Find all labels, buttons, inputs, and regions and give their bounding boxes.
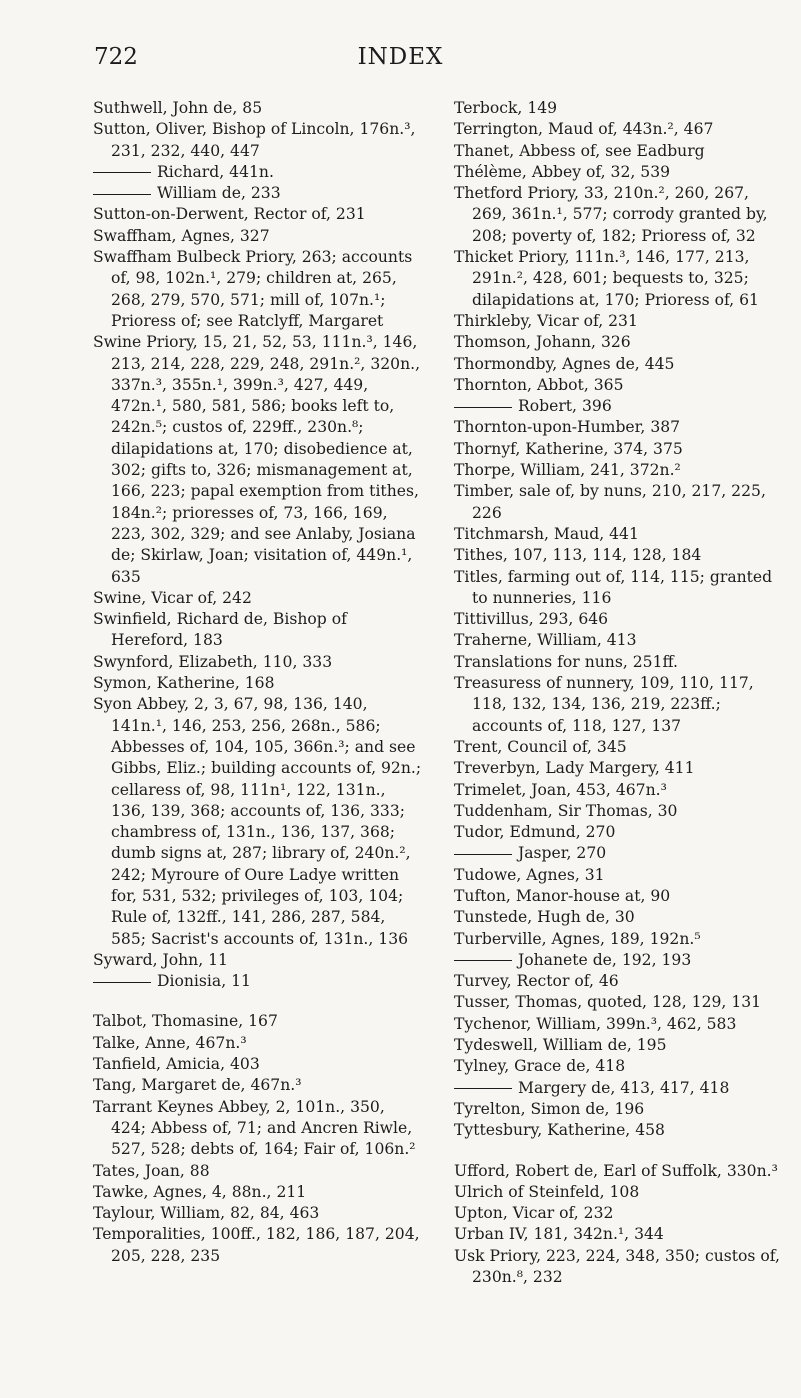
index-entry: Titles, farming out of, 114, 115; granted to nunneries, 116 xyxy=(454,567,773,607)
index-entry: Swaffham Bulbeck Priory, 263; accounts of, 98, 102n.¹, 279; children at, 265, 268, 279, 570, 571; mill of, 107n.¹; Prioress of; see Ratclyff, Margaret xyxy=(93,248,413,330)
index-entry: Symon, Katherine, 168 xyxy=(93,674,275,693)
index-entry: Translations for nuns, 251ff. xyxy=(454,652,678,671)
index-subentry: Richard, 441n. xyxy=(93,162,423,183)
index-entry: Swine Priory, 15, 21, 52, 53, 111n.³, 146, 213, 214, 228, 229, 248, 291n.², 320n., 337n.³, 355n.¹, 399n.³, 427, 449, 472n.¹, 580, 581, 586; books left to, 242n.⁵; custos of, 229ff., 230n.⁸; dilapidations at, 170; disobedience at, 302; gifts to, 326; mismanagement at, 166, 223; papal exemption from tithes, 184n.²; prioresses of, 73, 166, 169, 223, 302, 329; and see Anlaby, Josiana de; Skirlaw, Joan; visitation of, 449n.¹, 635 xyxy=(93,333,421,586)
index-entry: Thormondby, Agnes de, 445 xyxy=(454,354,675,373)
index-entry: Tang, Margaret de, 467n.³ xyxy=(93,1076,302,1095)
index-entry: Tithes, 107, 113, 114, 128, 184 xyxy=(454,546,702,565)
index-subentry: Margery de, 413, 417, 418 xyxy=(454,1078,784,1099)
index-entry: Swinfield, Richard de, Bishop of Hereford, 183 xyxy=(93,610,347,650)
repeat-dash xyxy=(93,194,151,195)
index-entry: Titchmarsh, Maud, 441 xyxy=(454,524,639,543)
index-subentry: Jasper, 270 xyxy=(454,843,784,864)
index-subentry: Robert, 396 xyxy=(454,396,784,417)
index-subentry: Johanete de, 192, 193 xyxy=(454,950,784,971)
index-subentry: William de, 233 xyxy=(93,183,423,204)
index-entry: Terrington, Maud of, 443n.², 467 xyxy=(454,120,714,139)
index-entry: Ulrich of Steinfeld, 108 xyxy=(454,1182,640,1201)
index-entry: Tates, Joan, 88 xyxy=(93,1161,210,1180)
repeat-dash xyxy=(93,172,151,173)
repeat-dash xyxy=(454,854,512,855)
index-entry: Thomson, Johann, 326 xyxy=(454,333,631,352)
index-entry: Suthwell, John de, 85 xyxy=(93,99,263,117)
page-title: INDEX xyxy=(357,44,444,70)
index-entry: Swine, Vicar of, 242 xyxy=(93,588,252,607)
index-entry: Tudowe, Agnes, 31 xyxy=(454,865,605,884)
index-entry: Thornyf, Katherine, 374, 375 xyxy=(454,439,683,458)
page-header xyxy=(0,44,801,74)
index-entry: Thornton-upon-Humber, 387 xyxy=(454,418,681,437)
index-subentry: Dionisia, 11 xyxy=(93,971,423,992)
index-entry: Tudor, Edmund, 270 xyxy=(454,823,616,842)
index-entry: Talke, Anne, 467n.³ xyxy=(93,1033,247,1052)
index-entry: Thanet, Abbess of, see Eadburg xyxy=(454,141,705,160)
index-entry: Taylour, William, 82, 84, 463 xyxy=(93,1204,320,1223)
index-entry: Tarrant Keynes Abbey, 2, 101n., 350, 424; Abbess of, 71; and Ancren Riwle, 527, 528; debts of, 164; Fair of, 106n.² xyxy=(93,1097,416,1159)
index-entry: Thorpe, William, 241, 372n.² xyxy=(454,461,681,480)
index-entry: Tittivillus, 293, 646 xyxy=(454,610,609,629)
index-entry: Treverbyn, Lady Margery, 411 xyxy=(454,759,695,778)
index-entry: Usk Priory, 223, 224, 348, 350; custos of, 230n.⁸, 232 xyxy=(454,1246,780,1287)
index-entry: Tyttesbury, Katherine, 458 xyxy=(454,1121,665,1140)
index-entry: Timber, sale of, by nuns, 210, 217, 225, 226 xyxy=(454,482,766,522)
repeat-dash xyxy=(454,1088,512,1089)
index-entry: Tanfield, Amicia, 403 xyxy=(93,1055,260,1074)
index-entry: Tunstede, Hugh de, 30 xyxy=(454,908,635,927)
index-entry: Tawke, Agnes, 4, 88n., 211 xyxy=(93,1182,307,1201)
page-number: 722 xyxy=(94,44,138,70)
index-entry: Syward, John, 11 xyxy=(93,950,228,969)
index-entry: Tusser, Thomas, quoted, 128, 129, 131 xyxy=(454,993,762,1012)
index-entry: Terbock, 149 xyxy=(454,99,558,117)
index-entry: Thornton, Abbot, 365 xyxy=(454,375,624,394)
index-entry: Upton, Vicar of, 232 xyxy=(454,1204,614,1223)
index-entry: Tydeswell, William de, 195 xyxy=(454,1036,667,1055)
index-entry: Trent, Council of, 345 xyxy=(454,737,627,756)
index-entry: Tylney, Grace de, 418 xyxy=(454,1057,626,1076)
index-entry: Swynford, Elizabeth, 110, 333 xyxy=(93,652,333,671)
index-entry: Talbot, Thomasine, 167 xyxy=(93,1012,278,1031)
index-entry: Swaffham, Agnes, 327 xyxy=(93,226,270,245)
index-entry: Tufton, Manor-house at, 90 xyxy=(454,886,671,905)
index-entry: Treasuress of nunnery, 109, 110, 117, 118, 132, 134, 136, 219, 223ff.; accounts of, 118, 127, 137 xyxy=(454,674,754,735)
index-entry: Urban IV, 181, 342n.¹, 344 xyxy=(454,1225,664,1244)
index-entry: Sutton-on-Derwent, Rector of, 231 xyxy=(93,205,366,224)
index-entry: Tychenor, William, 399n.³, 462, 583 xyxy=(454,1014,737,1033)
index-entry: Temporalities, 100ff., 182, 186, 187, 204, 205, 228, 235 xyxy=(93,1225,420,1265)
index-entry: Trimelet, Joan, 453, 467n.³ xyxy=(454,780,667,799)
repeat-dash xyxy=(454,960,512,961)
left-index-column xyxy=(93,98,423,1267)
index-entry: Traherne, William, 413 xyxy=(454,631,637,650)
index-entry: Tuddenham, Sir Thomas, 30 xyxy=(454,801,678,820)
index-entry: Turvey, Rector of, 46 xyxy=(454,972,619,991)
index-entry: Thicket Priory, 111n.³, 146, 177, 213, 291n.², 428, 601; bequests to, 325; dilapidations at, 170; Prioress of, 61 xyxy=(454,248,759,309)
letter-gap xyxy=(454,1142,784,1161)
right-index-column xyxy=(454,98,784,1288)
index-entry: Syon Abbey, 2, 3, 67, 98, 136, 140, 141n.¹, 146, 253, 256, 268n., 586; Abbesses of, 104, 105, 366n.³; and see Gibbs, Eliz.; building accounts of, 92n.; cellaress of, 98, 111n¹, 122, 131n., 136, 139, 368; accounts of, 136, 333; chambress of, 131n., 136, 137, 368; dumb signs at, 287; library of, 240n.², 242; Myroure of Oure Ladye written for, 531, 532; privileges of, 103, 104; Rule of, 132ff., 141, 286, 287, 584, 585; Sacrist's accounts of, 131n., 136 xyxy=(93,695,422,948)
index-entry: Tyrelton, Simon de, 196 xyxy=(454,1099,645,1118)
index-entry: Thélème, Abbey of, 32, 539 xyxy=(454,162,671,181)
index-entry: Thirkleby, Vicar of, 231 xyxy=(454,311,638,330)
repeat-dash xyxy=(93,982,151,983)
letter-gap xyxy=(93,992,423,1011)
repeat-dash xyxy=(454,407,512,408)
index-entry: Turberville, Agnes, 189, 192n.⁵ xyxy=(454,929,701,948)
index-entry: Thetford Priory, 33, 210n.², 260, 267, 269, 361n.¹, 577; corrody granted by, 208; poverty of, 182; Prioress of, 32 xyxy=(454,184,768,245)
index-entry: Sutton, Oliver, Bishop of Lincoln, 176n.³, 231, 232, 440, 447 xyxy=(93,120,416,160)
index-entry: Ufford, Robert de, Earl of Suffolk, 330n.³ xyxy=(454,1161,778,1180)
